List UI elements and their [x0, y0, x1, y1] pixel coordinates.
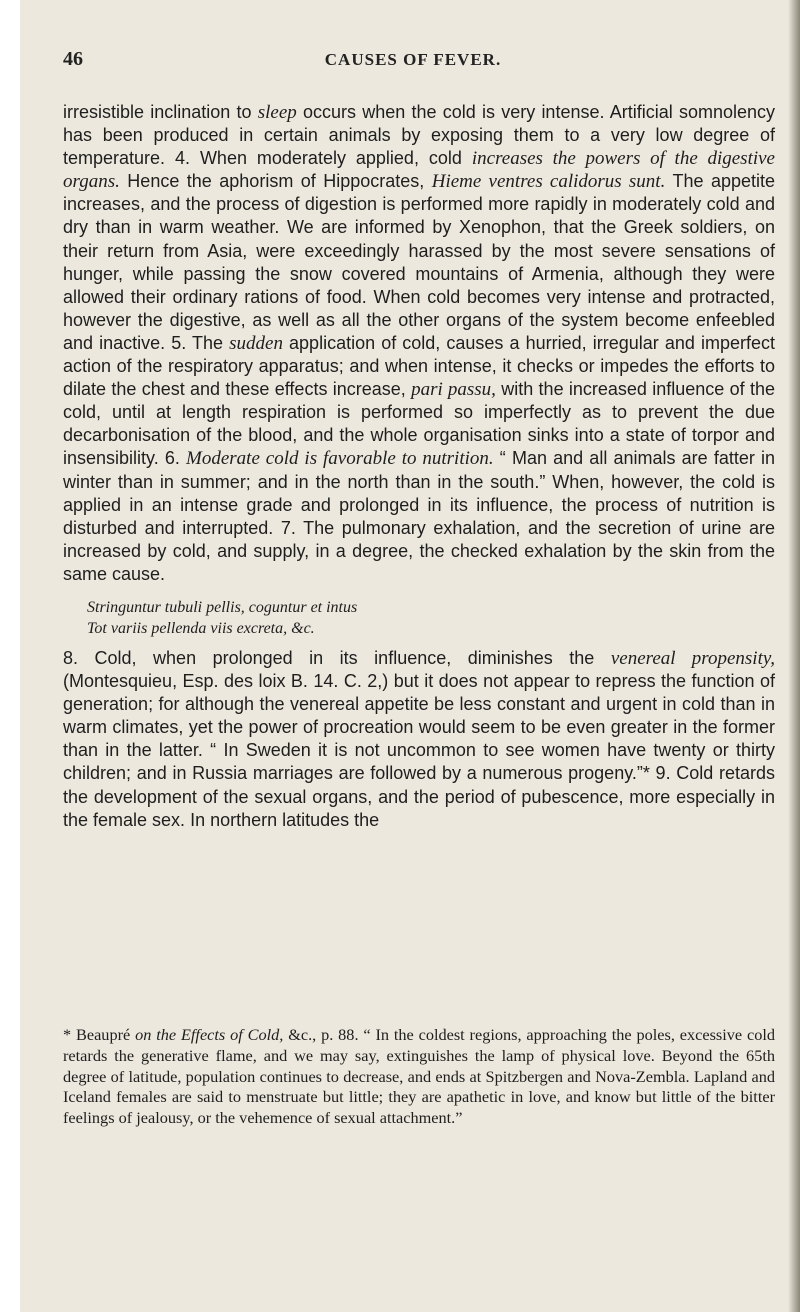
paragraph-2 — [63, 647, 775, 832]
footnote — [63, 1025, 775, 1129]
text-run: application of cold, causes a hurried, irregular and imperfect action of the respiratory apparatus; and when intense, it checks or impedes the efforts to dilate the chest and these effects increase, — [63, 332, 775, 400]
italic-run: increases the powers of the digestive organs. — [63, 148, 775, 193]
text-run: “ Man and all animals are fatter in winter than in summer; and in the north than in the south.” When, however, the cold is applied in an intense grade and prolonged in its influence, the process of nutrition is disturbed and interrupted. 7. The pulmonary exhalation, and the secretion of urine are increased by cold, and supply, in a degree, the checked exhalation by the skin from the same cause. — [63, 448, 775, 584]
text-run: (Montesquieu, Esp. des loix B. 14. C. 2,) but it does not appear to repress the function of generation; for although the venereal appetite be less constant and urgent in cold than in warm climates, yet the power of procreation would seem to be even greater in the former than in the latter. “ In Sweden it is not uncommon to see women have twenty or thirty children; and in Russia marriages are followed by a numerous progeny.”* 9. Cold retards the development of the sexual organs, and the period of pubescence, more especially in the female sex. In northern latitudes the — [63, 671, 775, 830]
text-run: 8. Cold, when prolonged in its influence, diminishes the — [63, 647, 611, 668]
text-run: The appetite increases, and the process of digestion is performed more rapidly in moderately cold and dry than in warm weather. We are informed by Xenophon, that the Greek soldiers, on their return from Asia, were exceedingly harassed by the most severe sensations of hunger, while passing the snow covered mountains of Armenia, although they were allowed their ordinary rations of food. When cold becomes very intense and protracted, however the digestive, as well as all the other organs of the system become enfeebled and inactive. 5. The — [63, 171, 775, 353]
italic-run: on the Effects of Cold, — [135, 1025, 284, 1044]
text-run: occurs when the cold is very intense. Artificial somnolency has been produced in certain animals by exposing them to a very low degree of temperature. 4. When moderately applied, cold — [63, 102, 775, 169]
page-number: 46 — [63, 48, 83, 70]
text-run: Hence the aphorism of Hippocrates, — [119, 171, 432, 192]
italic-run: pari passu, — [411, 379, 496, 401]
running-head: CAUSES OF FEVER. — [324, 50, 502, 69]
italic-run: sleep — [257, 102, 297, 123]
book-page — [20, 0, 800, 1312]
verse-line-1: Stringuntur tubuli pellis, coguntur et intus — [87, 598, 358, 616]
body-text — [63, 101, 775, 832]
text-run: &c., p. 88. “ In the coldest regions, approaching the poles, excessive cold retards the generative flame, and we may say, extinguishes the lamp of physical love. Beyond the 65th degree of latitude, population continues to decrease, and ends at Spitzbergen and Nova-Zembla. Lapland and Iceland females are said to menstruate but little; they are apathetic in love, and know but little of the bitter feelings of jealousy, or the vehemence of sexual attachment.” — [63, 1025, 776, 1128]
page-header — [63, 48, 763, 76]
italic-run: sudden — [229, 332, 283, 354]
text-run: with the increased influence of the cold, until at length respiration is performed so imperfectly as to prevent the due decarbonisation of the blood, and the whole organisation sinks into a state of torpor and insensibility. 6. — [63, 379, 775, 469]
italic-run: Hieme ventres calidorus sunt. — [431, 171, 666, 193]
paragraph-1 — [63, 101, 775, 586]
italic-run: venereal propensity, — [610, 647, 775, 669]
verse-line-2: Tot variis pellenda viis excreta, &c. — [87, 619, 315, 637]
text-run: irresistible inclination to — [63, 102, 258, 122]
footnote-text — [63, 1025, 775, 1129]
latin-verse — [87, 597, 775, 639]
italic-run: Moderate cold is favorable to nutrition. — [186, 448, 494, 470]
text-run: * Beaupré — [63, 1025, 136, 1044]
